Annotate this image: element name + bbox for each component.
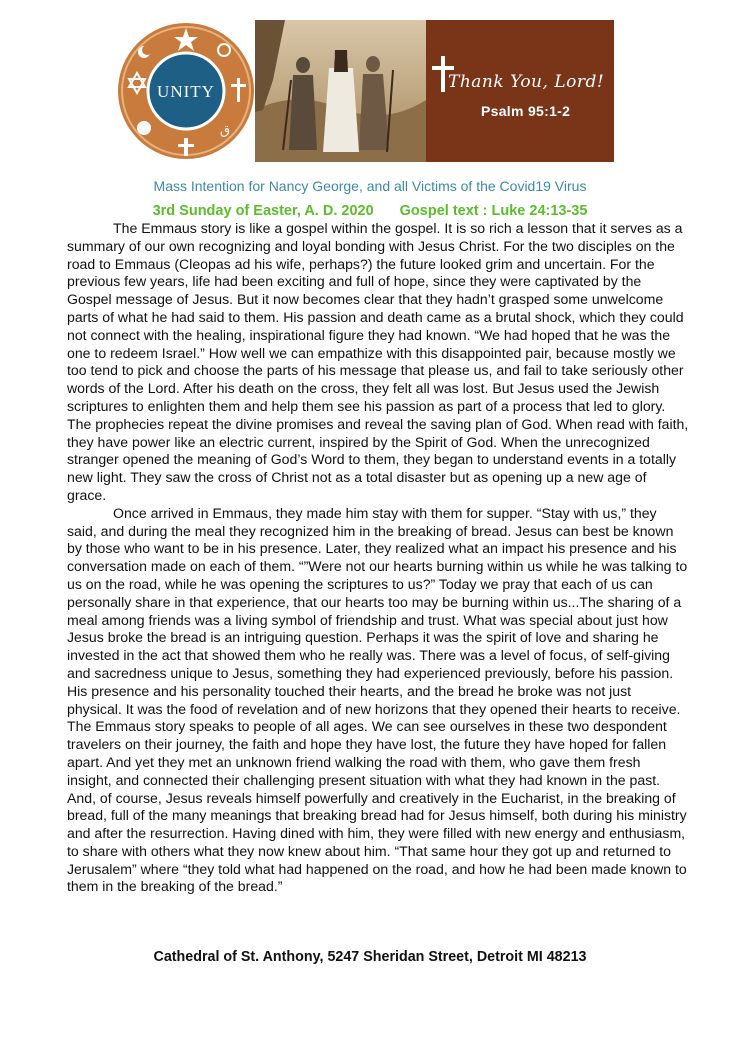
emmaus-illustration (255, 20, 426, 162)
thank-you-text: Thank You, Lord! (448, 72, 605, 92)
gospel-reference: Gospel text : Luke 24:13-35 (399, 203, 588, 219)
church-address: Cathedral of St. Anthony, 5247 Sheridan Street, Detroit MI 48213 (153, 949, 587, 965)
paragraph: The Emmaus story speaks to people of all ages. We can see ourselves in these two despondent travelers on their journey, the faith and hope they have lost, the future they have hoped for fallen apart. And yet they met an unknown friend walking the road with them, who gave them fresh insight, and connected their challenging present situation with what they had known in the past. And, of course, Jesus reveals himself powerfully and creatively in the Eucharist, in the breaking of bread, full of the many meanings that breaking bread had for Jesus himself, both during his ministry and after the resurrection. Having dined with him, they were filled with new energy and enthusiasm, to share with others what they now knew about him. “That same hour they got up and returned to Jerusalem” where “they told what had happened on the road, and how he had been made known to them in the breaking of the bread.” (67, 718, 687, 895)
thank-you-panel (426, 20, 614, 162)
mass-intention: Mass Intention for Nancy George, and all Victims of the Covid19 Virus (153, 178, 587, 194)
svg-text:ق: ق (220, 123, 231, 138)
logo-text: UNITY (157, 82, 215, 101)
paragraph: Once arrived in Emmaus, they made him stay with them for supper. “Stay with us,” they said, and during the meal they recognized him in the breaking of bread. Jesus can best be known by those who want to be in his presence. Later, they realized what an impact his presence and his conversation made on each of them. “”Were not our hearts burning within us while he was talking to us on the road, while he was opening the scriptures to us?” Today we pray that each of us can personally share in that experience, that our hearts too may be burning within us...The sharing of a meal among friends was a living symbol of friendship and trust. What was special about just how Jesus broke the bread is an intriguing question. Perhaps it was the spirit of love and sharing he invested in the act that showed them who he really was. There was a level of focus, of self-giving and sacredness unique to Jesus, something they had experienced previously, before his passion. His presence and his personality touched their hearts, and the bread he broke was not just physical. It was the food of revelation and of new horizons that they opened their hearts to receive. (67, 504, 688, 717)
homily-text (67, 220, 689, 896)
unity-logo (117, 20, 255, 162)
sunday-heading (0, 203, 740, 219)
header-banner (117, 20, 614, 162)
psalm-reference: Psalm 95:1-2 (481, 103, 571, 119)
paragraph: The Emmaus story is like a gospel within the gospel. It is so rich a lesson that it serves as a summary of our own recognizing and loyal bonding with Jesus Christ. For the two disciples on the road to Emmaus (Cleopas ad his wife, perhaps?) the future looked grim and uncertain. For the previous few years, life had been exciting and full of hope, since they were captivated by the Gospel message of Jesus. But it now becomes clear that they hadn’t grasped some unwelcome parts of what he had said to them. His passion and death came as a brutal shock, which they could not connect with the healing, inspirational figure they had known. “We had hoped that he was the one to redeem Israel.” How well we can empathize with this disappointed pair, because mostly we too tend to pick and choose the parts of his message that please us, and fail to take seriously other words of the Lord. After his death on the cross, they felt all was lost. But Jesus used the Jewish scriptures to enlighten them and help them see his passion as part of a process that led to glory. The prophecies repeat the divine promises and reveal the saving plan of God. When read with faith, they have power like an electric current, inspired by the Spirit of God. When the unrecognized stranger opened the meaning of God’s Word to them, they began to understand events in a totally new light. They saw the cross of Christ not as a total disaster but as opening up a new age of grace. (67, 220, 689, 503)
occasion-title: 3rd Sunday of Easter, A. D. 2020 (152, 203, 374, 219)
